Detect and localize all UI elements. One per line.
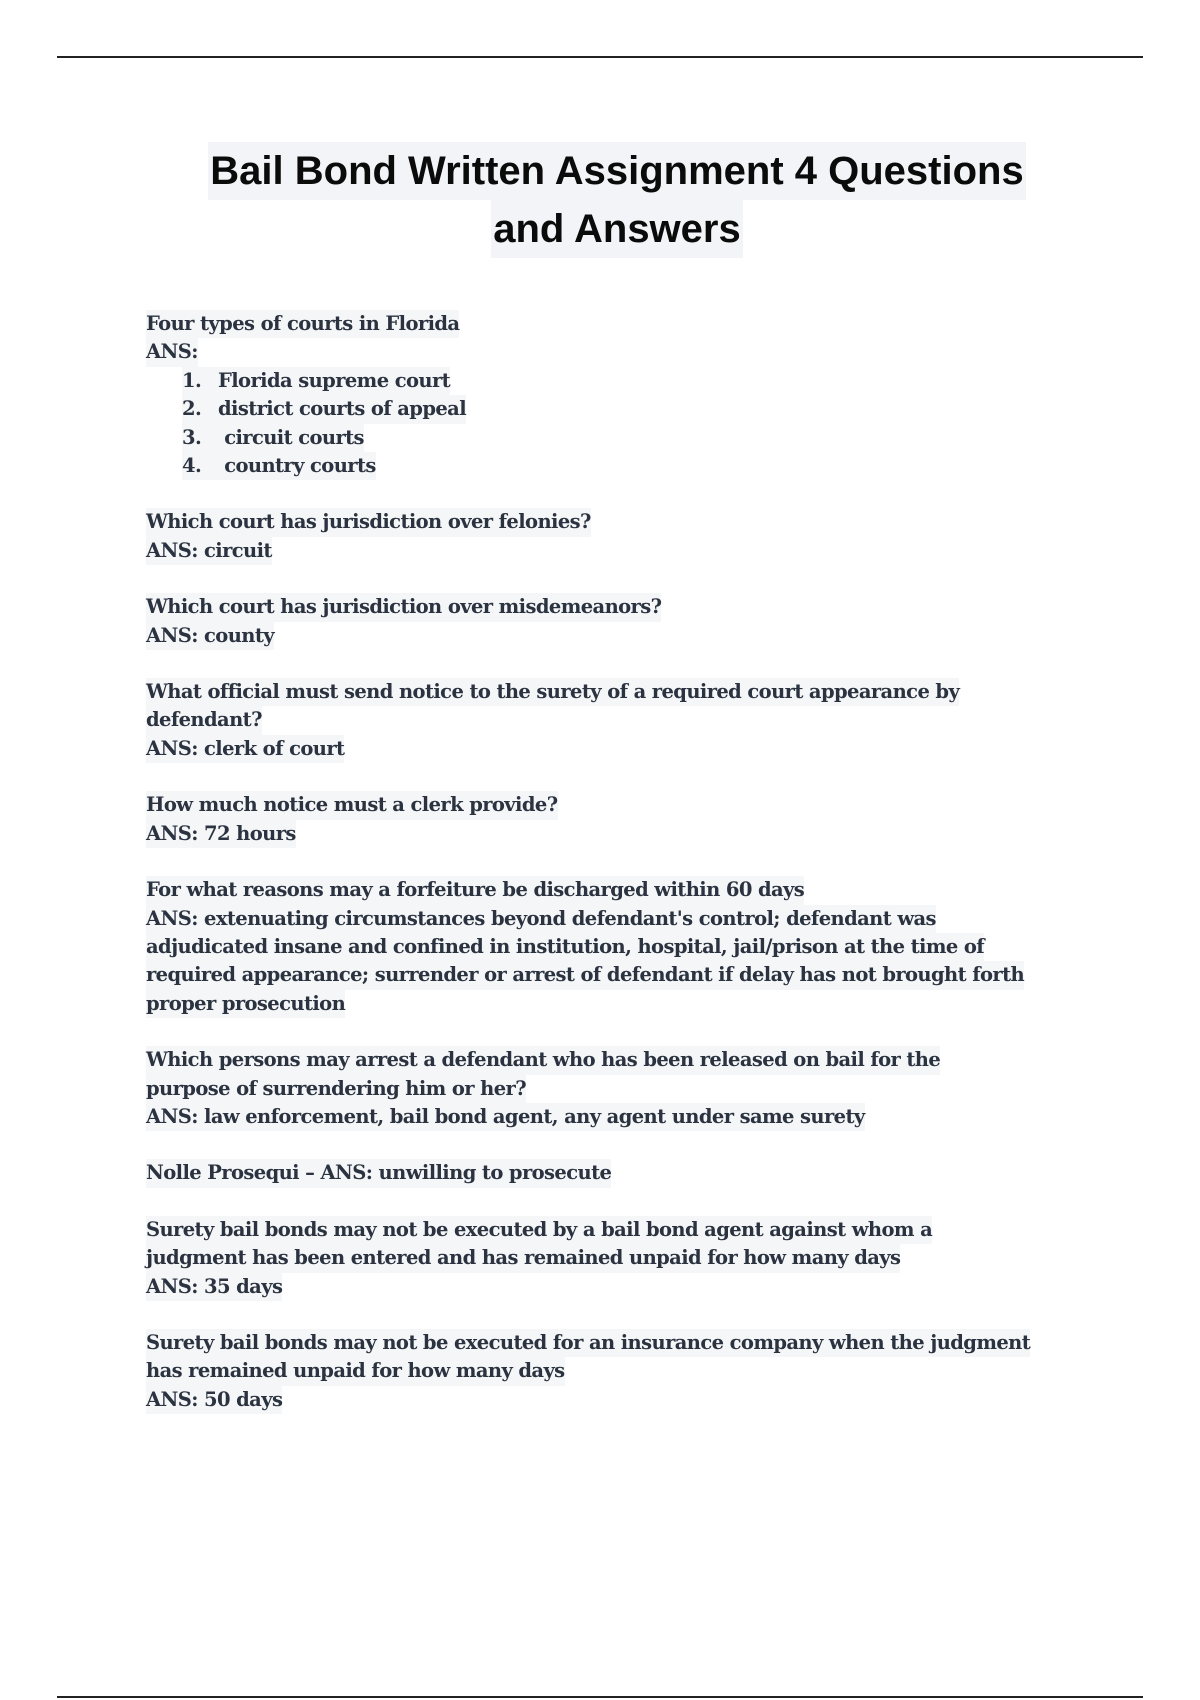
answer-line: adjudicated insane and confined in institution, hospital, jail/prison at the time of: [146, 933, 984, 961]
title-line-1: Bail Bond Written Assignment 4 Questions: [208, 142, 1025, 200]
qa-item-misdemeanors: [146, 593, 1146, 650]
answer-line: proper prosecution: [146, 990, 345, 1018]
qa-item-notice-time: [146, 791, 1146, 848]
question-line: Surety bail bonds may not be executed by a bail bond agent against whom a: [146, 1216, 932, 1244]
page-title: [0, 142, 1200, 258]
qa-item-courts: [146, 310, 1146, 480]
courts-list: [146, 367, 1146, 481]
title-line-2: and Answers: [491, 200, 742, 258]
qa-item-arrest: [146, 1046, 1146, 1131]
question: Four types of courts in Florida: [146, 310, 459, 338]
question-line: has remained unpaid for how many days: [146, 1357, 565, 1385]
answer: ANS: 72 hours: [146, 820, 296, 848]
question-line: defendant?: [146, 706, 262, 734]
qa-item-insurer-judgment: [146, 1329, 1146, 1414]
answer: ANS: circuit: [146, 537, 272, 565]
answer: ANS: law enforcement, bail bond agent, any agent under same surety: [146, 1103, 865, 1131]
question-line: judgment has been entered and has remained unpaid for how many days: [146, 1244, 900, 1272]
header-rule: [57, 56, 1143, 58]
answer-line: required appearance; surrender or arrest of defendant if delay has not brought forth: [146, 961, 1024, 989]
answer: ANS: clerk of court: [146, 735, 344, 763]
question-line: Which persons may arrest a defendant who has been released on bail for the: [146, 1046, 940, 1074]
qa-content: [146, 310, 1146, 1442]
list-item: 2. district courts of appeal: [182, 395, 466, 423]
question-line: purpose of surrendering him or her?: [146, 1075, 526, 1103]
definition: Nolle Prosequi – ANS: unwilling to prosecute: [146, 1159, 611, 1187]
qa-item-agent-judgment: [146, 1216, 1146, 1301]
question: For what reasons may a forfeiture be discharged within 60 days: [146, 876, 804, 904]
list-item: 4. country courts: [182, 452, 376, 480]
qa-item-notice-official: [146, 678, 1146, 763]
qa-item-forfeiture: [146, 876, 1146, 1018]
answer: ANS: 35 days: [146, 1273, 282, 1301]
answer: ANS: 50 days: [146, 1386, 282, 1414]
footer-rule: [57, 1696, 1143, 1698]
qa-item-felonies: [146, 508, 1146, 565]
answer: ANS: county: [146, 622, 274, 650]
list-item: 3. circuit courts: [182, 424, 364, 452]
answer-label: ANS:: [146, 338, 198, 366]
question: Which court has jurisdiction over felonies?: [146, 508, 591, 536]
answer-line: ANS: extenuating circumstances beyond defendant's control; defendant was: [146, 905, 936, 933]
question-line: What official must send notice to the surety of a required court appearance by: [146, 678, 959, 706]
question: Which court has jurisdiction over misdemeanors?: [146, 593, 661, 621]
question: How much notice must a clerk provide?: [146, 791, 558, 819]
question-line: Surety bail bonds may not be executed for an insurance company when the judgment: [146, 1329, 1030, 1357]
qa-item-nolle-prosequi: [146, 1159, 1146, 1187]
list-item: 1. Florida supreme court: [182, 367, 450, 395]
